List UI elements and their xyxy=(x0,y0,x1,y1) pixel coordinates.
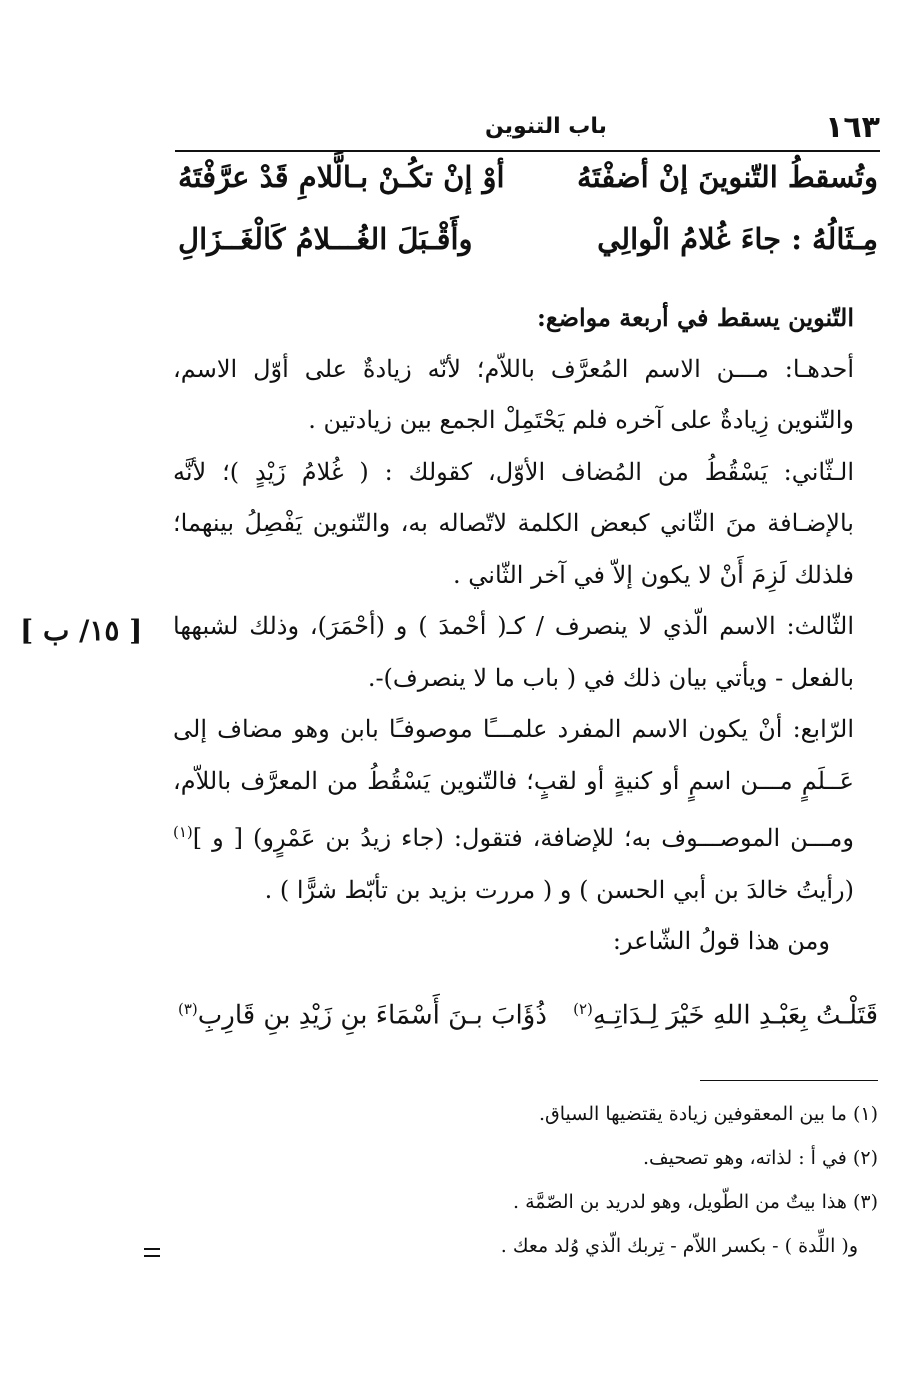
poem-line xyxy=(178,1000,878,1044)
footnote-ref-3: (٣) xyxy=(178,1000,198,1018)
verse-line-1 xyxy=(178,160,878,210)
poem-hemistich-right xyxy=(573,1000,878,1031)
footnote-ref-1: (١) xyxy=(173,823,193,841)
paragraph-first: أحدهـا: مـــن الاسم المُعرَّف باللاّم؛ لأنّه زيادةٌ على أوّل الاسم، والتّنوين زِيادةٌ على آخره فلم يَحْتَمِلْ الجمع بين زيادتين . xyxy=(173,354,854,434)
footnote-3: (٣) هذا بيتٌ من الطّويل، وهو لدريد بن الصّمَّة . xyxy=(513,1191,878,1213)
footnote-rule xyxy=(700,1080,878,1081)
page-number: ١٦٣ xyxy=(825,110,880,145)
poem-hemistich-left xyxy=(178,1000,547,1031)
footnote-3-continued: و( اللِّدة ) - بكسر اللاّم - تِربك الّذي وُلد معك . xyxy=(500,1235,858,1257)
paragraph-fourth-tail: (رأيتُ خالدَ بن أبي الحسن ) و ( مررت بزيد بن تأبّط شرًّا ) . xyxy=(264,875,854,904)
paragraph-fourth xyxy=(173,704,878,916)
footnote-ref-2: (٢) xyxy=(573,1000,593,1018)
verse-hemistich-right: وتُسقطُ التّنوينَ إنْ أضفْتَهُ xyxy=(577,160,878,194)
continuation-mark xyxy=(144,1248,160,1257)
verse-hemistich-left: وأَقْـبَلَ الغُـــلامُ كَالْغَــزَالِ xyxy=(178,222,473,256)
body-text xyxy=(173,292,878,968)
verse-line-2 xyxy=(178,222,878,272)
poem-left-text: ذُؤَابَ بـنَ أَسْمَاءَ بنِ زَيْدِ بنِ قَارِبِ xyxy=(197,1000,547,1031)
paragraph-fourth-text: الرّابع: أنْ يكون الاسم المفرد علمـــًا موصوفـًا بابن وهو مضاف إلى عَــلَمٍ مـــن اسمٍ أو كنيةٍ أو لقبٍ؛ فالتّنوين يَسْقُطُ من المعرَّف باللاّم، ومـــن الموصـــوف به؛ للإضافة، فتقول: (جاء زيدُ بن عَمْرٍو) [ و ] xyxy=(173,715,854,852)
verse-hemistich-left: أوْ إنْ تكُـنْ بـالَّلامِ قَدْ عرَّفْتَهُ xyxy=(178,160,505,194)
running-title: باب التنوين xyxy=(485,114,607,139)
intro-paragraph: التّنوين يسقط في أربعة مواضع: xyxy=(536,303,854,332)
footnotes xyxy=(173,1092,878,1268)
verse-hemistich-right: مِـثَالُهُ : جاءَ غُلامُ الْوالِي xyxy=(597,222,878,256)
page-header xyxy=(175,108,880,152)
marginal-folio-note: [ ١٥/ ب ] xyxy=(20,614,143,647)
paragraph-second: الـثّاني: يَسْقُطُ من المُضاف الأوّل، كقولك : ( غُلامُ زَيْدٍ )؛ لأنَّه بالإضـافة منَ الثّاني كبعض الكلمة لاتّصاله به، والتّنوين يَفْصِلُ بينهما؛ فلذلك لَزِمَ أَنْ لا يكون إلاّ في آخر الثّاني . xyxy=(173,457,855,589)
poem-right-text: قَتَلْـتُ بِعَبْـدِ اللهِ خَيْرَ لِـدَاتِـهِ xyxy=(592,1000,878,1031)
paragraph-third: الثّالث: الاسم الّذي لا ينصرف / كـ( أحْمدَ ) و (أحْمَرَ)، وذلك لشبهها بالفعل - ويأتي بيان ذلك في ( باب ما لا ينصرف)-. xyxy=(173,612,854,692)
footnote-1: (١) ما بين المعقوفين زيادة يقتضيها السياق. xyxy=(538,1103,878,1125)
footnote-2: (٢) في أ : لذاته، وهو تصحيف. xyxy=(642,1147,878,1169)
paragraph-fifth: ومن هذا قولُ الشّاعر: xyxy=(612,927,830,955)
